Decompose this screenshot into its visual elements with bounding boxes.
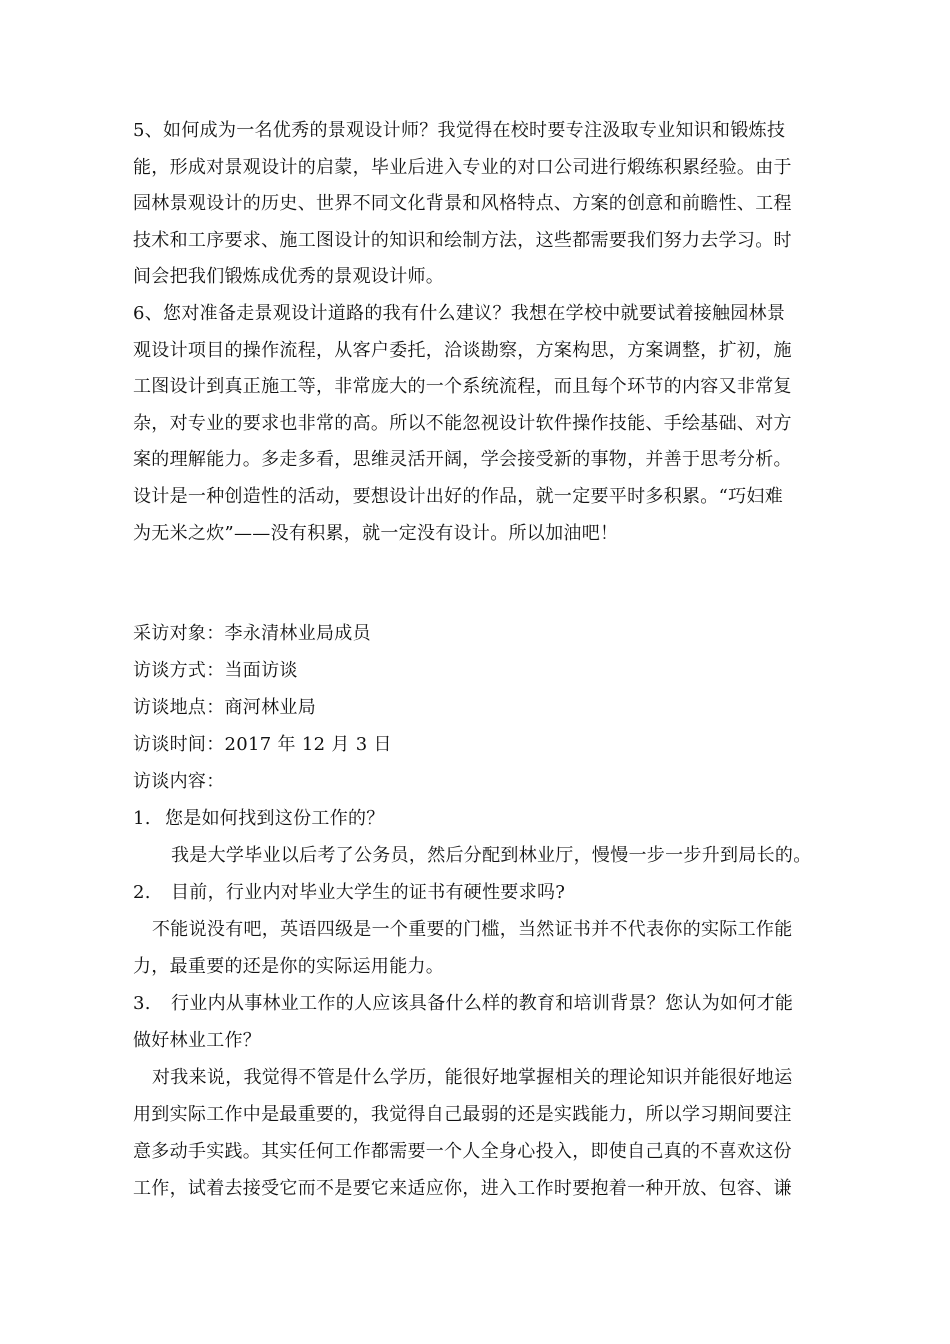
section6-line-1: 6、您对准备走景观设计道路的我有什么建议？我想在学校中就要试着接触园林景 — [133, 303, 786, 324]
answer-2-line-1: 不能说没有吧，英语四级是一个重要的门槛，当然证书并不代表你的实际工作能 — [152, 919, 793, 940]
section5-line-3: 园林景观设计的历史、世界不同文化背景和风格特点、方案的创意和前瞻性、工程 — [133, 193, 792, 214]
section6-line-3: 工图设计到真正施工等，非常庞大的一个系统流程，而且每个环节的内容又非常复 — [133, 376, 792, 397]
section6-line-2: 观设计项目的操作流程，从客户委托，洽谈勘察，方案构思，方案调整，扩初，施 — [133, 340, 792, 361]
question-text: 行业内从事林业工作的人应该具备什么样的教育和培训背景？您认为如何才能 — [171, 993, 794, 1014]
answer-3-line-3: 意多动手实践。其实任何工作都需要一个人全身心投入，即使自己真的不喜欢这份 — [133, 1141, 792, 1162]
interview-subject: 采访对象：李永清林业局成员 — [133, 623, 371, 644]
interview-content-label: 访谈内容： — [133, 771, 225, 792]
section5-line-5: 间会把我们锻炼成优秀的景观设计师。 — [133, 266, 445, 287]
question-3 — [133, 992, 793, 1016]
question-text: 您是如何找到这份工作的？ — [165, 808, 385, 829]
section6-line-4: 杂，对专业的要求也非常的高。所以不能忽视设计软件操作技能、手绘基础、对方 — [133, 413, 792, 434]
question-number: 3. — [133, 993, 151, 1014]
interview-location: 访谈地点：商河林业局 — [133, 697, 316, 718]
answer-1-line-1: 我是大学毕业以后考了公务员，然后分配到林业厅，慢慢一步一步升到局长的。 — [171, 845, 812, 866]
section5-line-2: 能，形成对景观设计的启蒙，毕业后进入专业的对口公司进行煅练积累经验。由于 — [133, 157, 792, 178]
answer-3-line-2: 用到实际工作中是最重要的，我觉得自己最弱的还是实践能力，所以学习期间要注 — [133, 1104, 792, 1125]
section6-line-6: 设计是一种创造性的活动，要想设计出好的作品，就一定要平时多积累。“巧妇难 — [133, 486, 783, 507]
question-number: 1. — [133, 808, 151, 829]
question-number: 2. — [133, 882, 151, 903]
answer-3-line-1: 对我来说，我觉得不管是什么学历，能很好地掌握相关的理论知识并能很好地运 — [152, 1067, 793, 1088]
section6-line-5: 案的理解能力。多走多看，思维灵活开阔，学会接受新的事物，并善于思考分析。 — [133, 449, 792, 470]
question-1 — [133, 807, 385, 831]
question-3-line-2: 做好林业工作？ — [133, 1030, 262, 1051]
section5-line-1: 5、如何成为一名优秀的景观设计师？我觉得在校时要专注汲取专业知识和锻炼技 — [133, 120, 786, 141]
section5-line-4: 技术和工序要求、施工图设计的知识和绘制方法，这些都需要我们努力去学习。时 — [133, 230, 792, 251]
section6-line-7: 为无米之炊”——没有积累，就一定没有设计。所以加油吧！ — [133, 523, 619, 544]
answer-3-line-4: 工作，试着去接受它而不是要它来适应你，进入工作时要抱着一种开放、包容、谦 — [133, 1178, 792, 1199]
question-text: 目前，行业内对毕业大学生的证书有硬性要求吗? — [171, 882, 566, 903]
question-2 — [133, 881, 565, 905]
interview-time: 访谈时间：2017 年 12 月 3 日 — [133, 734, 392, 755]
interview-method: 访谈方式：当面访谈 — [133, 660, 298, 681]
answer-2-line-2: 力，最重要的还是你的实际运用能力。 — [133, 956, 445, 977]
